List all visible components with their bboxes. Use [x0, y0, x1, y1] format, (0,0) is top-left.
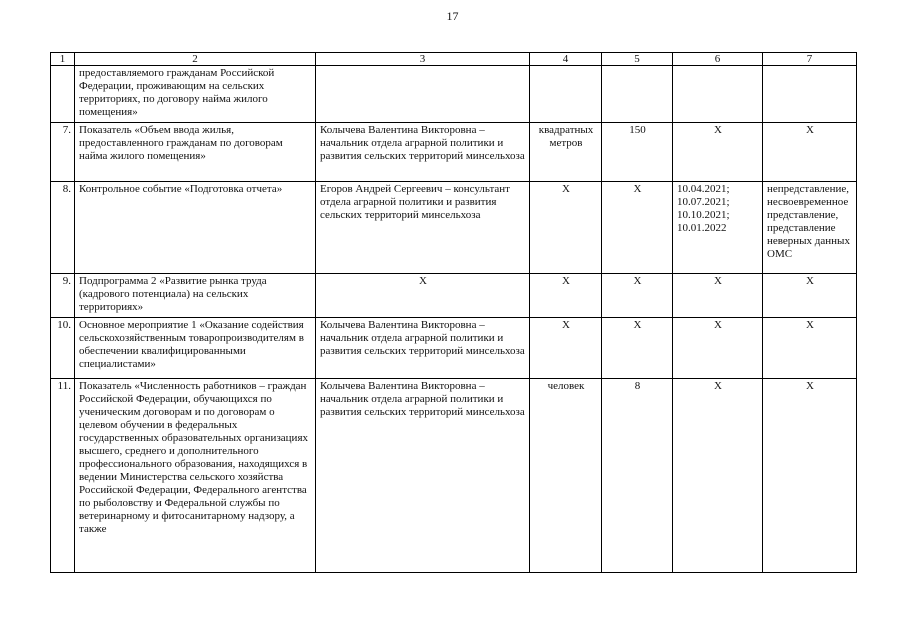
row-unit-cell: X [530, 318, 602, 379]
row-value-cell: X [602, 318, 673, 379]
row-number-cell [51, 66, 75, 123]
row-deadline-cell: X [673, 318, 763, 379]
table-header-row [51, 53, 857, 66]
row-responsible-cell: Колычева Валентина Викторовна – начальник отдела аграрной политики и развития сельских территорий минсельхоза [316, 379, 530, 573]
row-value-cell: 150 [602, 123, 673, 182]
row-deadline-cell [673, 66, 763, 123]
row-responsible-cell: X [316, 274, 530, 318]
page-number: 17 [446, 9, 459, 23]
column-number-header: 6 [673, 53, 763, 66]
row-unit-cell: человек [530, 379, 602, 573]
row-deadline-cell: X [673, 123, 763, 182]
row-name-cell: Подпрограмма 2 «Развитие рынка труда (кадрового потенциала) на сельских территориях» [75, 274, 316, 318]
row-deadline-cell: 10.04.2021; 10.07.2021; 10.10.2021; 10.01.2022 [673, 182, 763, 274]
table-row [51, 274, 857, 318]
row-number-cell: 11. [51, 379, 75, 573]
column-number-header: 2 [75, 53, 316, 66]
row-risk-cell: X [763, 123, 857, 182]
row-value-cell: X [602, 182, 673, 274]
row-risk-cell: X [763, 379, 857, 573]
row-number-cell: 10. [51, 318, 75, 379]
row-name-cell: Основное мероприятие 1 «Оказание содействия сельскохозяйственным товаропроизводителям в обеспечении квалифицированными специалистами» [75, 318, 316, 379]
row-deadline-cell: X [673, 274, 763, 318]
row-name-cell: предоставляемого гражданам Российской Федерации, проживающим на сельских территориях, по договору найма жилого помещения» [75, 66, 316, 123]
row-risk-cell [763, 66, 857, 123]
row-risk-cell: X [763, 274, 857, 318]
row-number-cell: 7. [51, 123, 75, 182]
row-name-cell: Показатель «Численность работников – граждан Российской Федерации, обучающихся по ученическим договорам и по договорам о целевом обучении в федеральных государственных образовательных организациях высшего, среднего и дополнительного профессионального образования, находящихся в ведении Министерства сельского хозяйства Российской Федерации, Федерального агентства по рыболовству и Федеральной службы по ветеринарному и фитосанитарному надзору, а также [75, 379, 316, 573]
column-number-header: 1 [51, 53, 75, 66]
row-risk-cell: X [763, 318, 857, 379]
column-number-header: 3 [316, 53, 530, 66]
row-unit-cell [530, 66, 602, 123]
table-row [51, 318, 857, 379]
row-value-cell: 8 [602, 379, 673, 573]
table-row [51, 66, 857, 123]
column-number-header: 5 [602, 53, 673, 66]
row-unit-cell: X [530, 182, 602, 274]
row-responsible-cell: Егоров Андрей Сергеевич – консультант отдела аграрной политики и развития сельских территорий минсельхоза [316, 182, 530, 274]
table-row [51, 123, 857, 182]
column-number-header: 4 [530, 53, 602, 66]
row-value-cell: X [602, 274, 673, 318]
row-responsible-cell: Колычева Валентина Викторовна – начальник отдела аграрной политики и развития сельских территорий минсельхоза [316, 123, 530, 182]
column-number-header: 7 [763, 53, 857, 66]
row-unit-cell: квадратных метров [530, 123, 602, 182]
table-row [51, 182, 857, 274]
row-deadline-cell: X [673, 379, 763, 573]
row-unit-cell: X [530, 274, 602, 318]
row-name-cell: Контрольное событие «Подготовка отчета» [75, 182, 316, 274]
row-number-cell: 9. [51, 274, 75, 318]
row-risk-cell: непредставление, несвоевременное представление, представление неверных данных ОМС [763, 182, 857, 274]
row-value-cell [602, 66, 673, 123]
row-number-cell: 8. [51, 182, 75, 274]
table-row [51, 379, 857, 573]
row-responsible-cell [316, 66, 530, 123]
row-responsible-cell: Колычева Валентина Викторовна – начальник отдела аграрной политики и развития сельских территорий минсельхоза [316, 318, 530, 379]
plan-table [50, 52, 857, 573]
row-name-cell: Показатель «Объем ввода жилья, предоставленного гражданам по договорам найма жилого помещения» [75, 123, 316, 182]
